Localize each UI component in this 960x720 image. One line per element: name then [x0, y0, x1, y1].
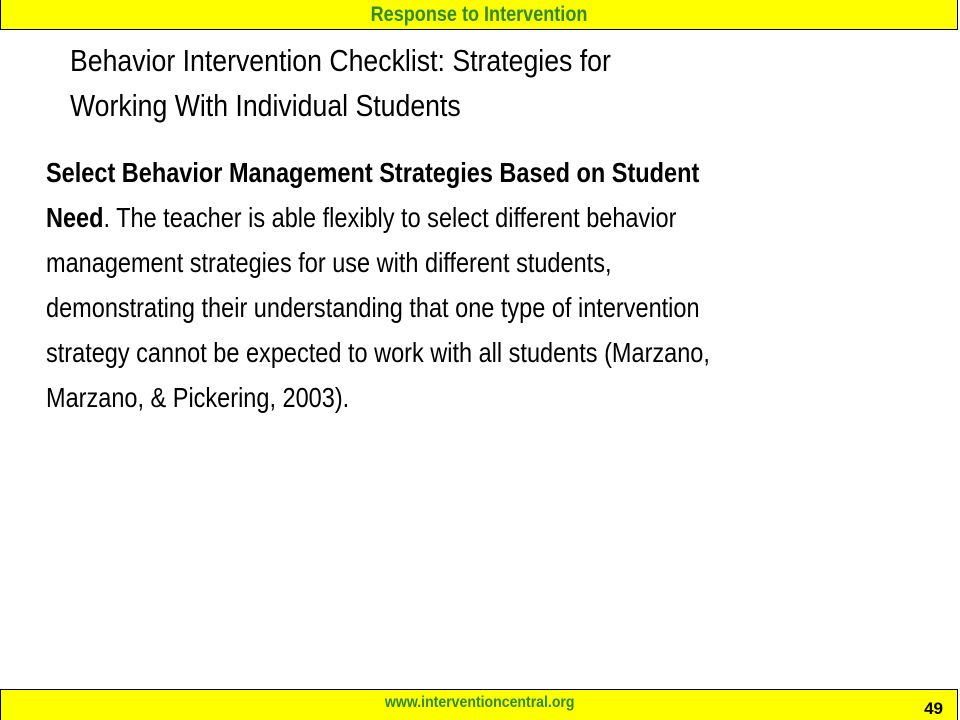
header-banner — [0, 0, 958, 30]
body-line-5: strategy cannot be expected to work with all students (Marzano, — [46, 337, 710, 368]
body-line-2-text: . The teacher is able flexibly to select different behavior — [103, 202, 677, 233]
body-line-4: demonstrating their understanding that one type of intervention — [46, 292, 700, 323]
page-number: 49 — [924, 699, 943, 718]
footer-banner — [0, 689, 958, 720]
footer-url[interactable]: www.interventioncentral.org — [385, 694, 575, 711]
slide-title-line-2: Working With Individual Students — [70, 88, 461, 123]
slide-title-line-1: Behavior Intervention Checklist: Strategies for — [70, 43, 611, 78]
slide-title — [70, 38, 775, 128]
strategy-heading-part-1: Select Behavior Management Strategies Based on Student — [46, 157, 700, 188]
body-paragraph — [46, 150, 901, 420]
body-line-2 — [46, 195, 901, 240]
body-line-3: management strategies for use with different students, — [46, 247, 612, 278]
body-line-1 — [46, 150, 901, 195]
header-title: Response to Intervention — [370, 3, 588, 26]
body-line-6: Marzano, & Pickering, 2003). — [46, 382, 350, 413]
strategy-heading-part-2: Need — [46, 202, 104, 233]
footer-url-container — [1, 694, 959, 712]
